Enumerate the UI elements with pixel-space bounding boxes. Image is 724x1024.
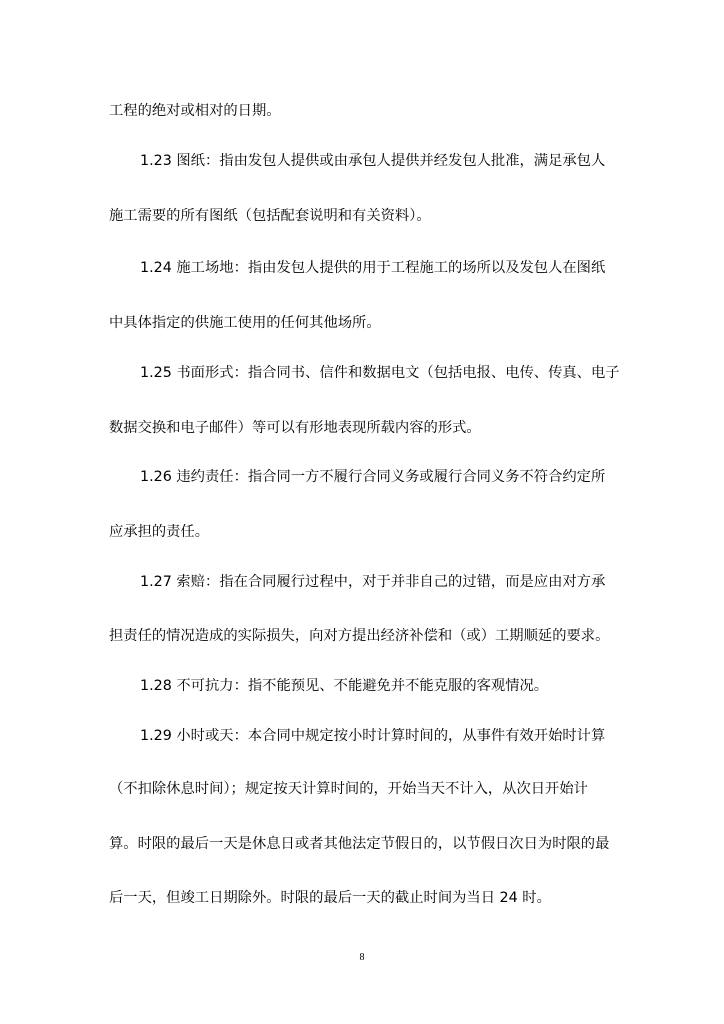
text-line: 算。时限的最后一天是休息日或者其他法定节假日的，以节假日次日为时限的最 [109, 836, 610, 852]
page-number: 8 [359, 952, 365, 963]
clause-1-25-line: 1.25 书面形式：指合同书、信件和数据电文（包括电报、电传、传真、电子 [140, 365, 620, 381]
clause-1-24-line: 1.24 施工场地：指由发包人提供的用于工程施工的场所以及发包人在图纸 [140, 260, 606, 276]
text-line: 后一天，但竣工日期除外。时限的最后一天的截止时间为当日 24 时。 [109, 890, 551, 906]
text-line: 担责任的情况造成的实际损失，向对方提出经济补偿和（或）工期顺延的要求。 [109, 628, 610, 644]
clause-1-29-line: 1.29 小时或天：本合同中规定按小时计算时间的，从事件有效开始时计算 [140, 728, 606, 744]
clause-1-23-line: 1.23 图纸：指由发包人提供或由承包人提供并经发包人批准，满足承包人 [140, 153, 606, 169]
text-line: 施工需要的所有图纸（包括配套说明和有关资料）。 [109, 208, 431, 224]
text-line: 中具体指定的供施工使用的任何其他场所。 [109, 315, 381, 331]
text-line: 应承担的责任。 [109, 524, 210, 540]
text-line: 数据交换和电子邮件）等可以有形地表现所载内容的形式。 [109, 420, 481, 436]
clause-1-28-line: 1.28 不可抗力：指不能预见、不能避免并不能克服的客观情况。 [140, 678, 549, 694]
clause-1-26-line: 1.26 违约责任：指合同一方不履行合同义务或履行合同义务不符合约定所 [140, 469, 606, 485]
text-line: （不扣除休息时间）；规定按天计算时间的，开始当天不计入，从次日开始计 [109, 781, 588, 797]
text-line: 工程的绝对或相对的日期。 [109, 103, 281, 119]
clause-1-27-line: 1.27 索赔：指在合同履行过程中，对于并非自己的过错，而是应由对方承 [140, 574, 606, 590]
